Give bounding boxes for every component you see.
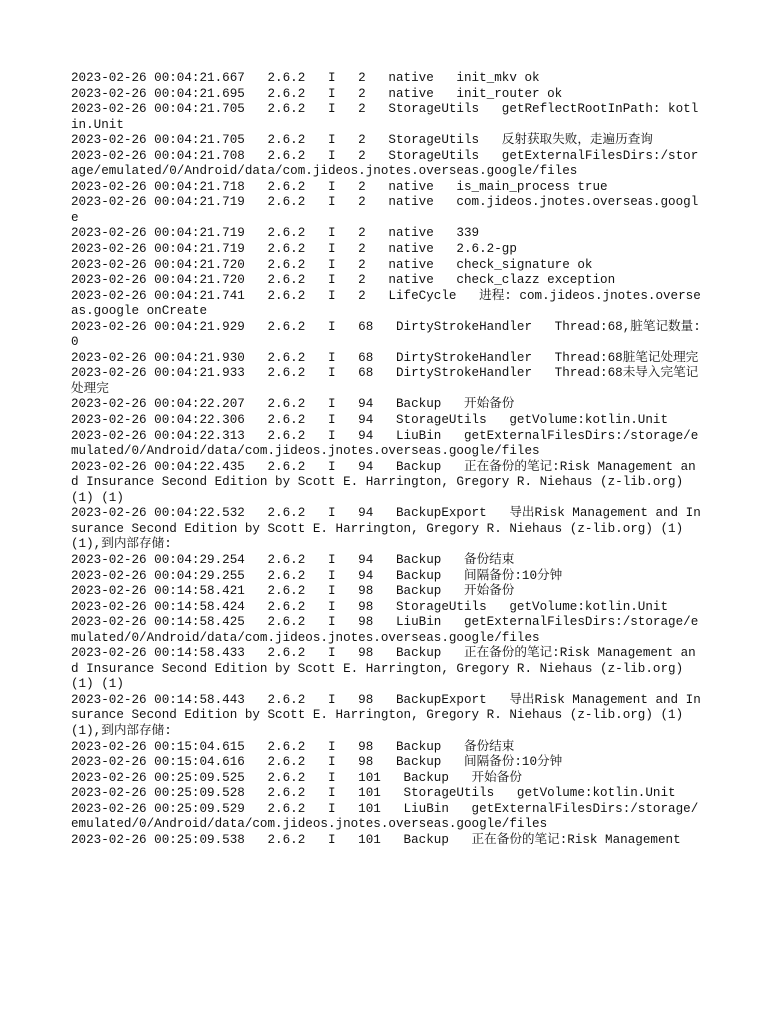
log-entry: 2023-02-26 00:25:09.529 2.6.2 I 101 LiuBin getExternalFilesDirs:/storage/emulated/0/Android/data/com.jideos.jnotes.overseas.google/files xyxy=(71,801,699,832)
log-entry: 2023-02-26 00:14:58.424 2.6.2 I 98 StorageUtils getVolume:kotlin.Unit xyxy=(71,599,669,614)
log-entry: 2023-02-26 00:04:21.718 2.6.2 I 2 native is_main_process true xyxy=(71,179,608,194)
log-entry: 2023-02-26 00:04:21.695 2.6.2 I 2 native init_router ok xyxy=(71,86,563,101)
log-entry: 2023-02-26 00:04:21.708 2.6.2 I 2 StorageUtils getExternalFilesDirs:/storage/emulated/0/Android/data/com.jideos.jnotes.overseas.google/files xyxy=(71,148,699,179)
log-entry: 2023-02-26 00:04:29.254 2.6.2 I 94 Backup 备份结束 xyxy=(71,552,515,567)
log-entry: 2023-02-26 00:14:58.421 2.6.2 I 98 Backup 开始备份 xyxy=(71,584,515,599)
log-entry: 2023-02-26 00:04:21.719 2.6.2 I 2 native 2.6.2-gp xyxy=(71,242,517,257)
log-document xyxy=(71,71,709,848)
log-entry: 2023-02-26 00:04:21.933 2.6.2 I 68 DirtyStrokeHandler Thread:68未导入完笔记处理完 xyxy=(71,366,699,396)
log-entry: 2023-02-26 00:04:21.929 2.6.2 I 68 DirtyStrokeHandler Thread:68,脏笔记数量: 0 xyxy=(71,319,709,350)
log-entry: 2023-02-26 00:04:22.207 2.6.2 I 94 Backup 开始备份 xyxy=(71,397,515,412)
log-entry: 2023-02-26 00:25:09.525 2.6.2 I 101 Backup 开始备份 xyxy=(71,770,522,785)
log-entry: 2023-02-26 00:04:22.313 2.6.2 I 94 LiuBin getExternalFilesDirs:/storage/emulated/0/Android/data/com.jideos.jnotes.overseas.google/files xyxy=(71,428,699,459)
log-entry: 2023-02-26 00:14:58.433 2.6.2 I 98 Backup 正在备份的笔记:Risk Management and Insurance Second Edition by Scott E. Harrington, Gregory R. Niehaus (z-lib.org) (1) (1) xyxy=(71,646,696,692)
log-entry: 2023-02-26 00:25:09.538 2.6.2 I 101 Backup 正在备份的笔记:Risk Management xyxy=(71,832,681,847)
log-entry: 2023-02-26 00:04:21.741 2.6.2 I 2 LifeCycle 进程: com.jideos.jnotes.overseas.google onCreate xyxy=(71,288,701,319)
log-entry: 2023-02-26 00:04:21.705 2.6.2 I 2 StorageUtils getReflectRootInPath: kotlin.Unit xyxy=(71,102,699,132)
log-entry: 2023-02-26 00:04:21.719 2.6.2 I 2 native 339 xyxy=(71,226,480,241)
log-entry: 2023-02-26 00:25:09.528 2.6.2 I 101 StorageUtils getVolume:kotlin.Unit xyxy=(71,786,676,801)
log-entry: 2023-02-26 00:04:21.667 2.6.2 I 2 native init_mkv ok xyxy=(71,71,540,85)
log-entry: 2023-02-26 00:15:04.616 2.6.2 I 98 Backup 间隔备份:10分钟 xyxy=(71,755,563,770)
log-entry: 2023-02-26 00:04:21.705 2.6.2 I 2 StorageUtils 反射获取失败，走遍历查询 xyxy=(71,133,653,148)
log-entry: 2023-02-26 00:04:21.720 2.6.2 I 2 native check_signature ok xyxy=(71,257,593,272)
log-entry: 2023-02-26 00:04:21.719 2.6.2 I 2 native com.jideos.jnotes.overseas.google xyxy=(71,195,699,225)
log-entry: 2023-02-26 00:04:22.435 2.6.2 I 94 Backup 正在备份的笔记:Risk Management and Insurance Second Edition by Scott E. Harrington, Gregory R. Niehaus (z-lib.org) (1) (1) xyxy=(71,459,696,505)
log-entry: 2023-02-26 00:04:21.930 2.6.2 I 68 DirtyStrokeHandler Thread:68脏笔记处理完 xyxy=(71,350,699,365)
log-entry: 2023-02-26 00:14:58.443 2.6.2 I 98 BackupExport 导出Risk Management and Insurance Second Edition by Scott E. Harrington, Gregory R. Niehaus (z-lib.org) (1) (1),到内部存储: xyxy=(71,692,701,738)
log-entry: 2023-02-26 00:04:29.255 2.6.2 I 94 Backup 间隔备份:10分钟 xyxy=(71,568,563,583)
log-entry: 2023-02-26 00:14:58.425 2.6.2 I 98 LiuBin getExternalFilesDirs:/storage/emulated/0/Android/data/com.jideos.jnotes.overseas.google/files xyxy=(71,615,699,645)
log-entry: 2023-02-26 00:04:21.720 2.6.2 I 2 native check_clazz exception xyxy=(71,273,616,288)
log-entry: 2023-02-26 00:04:22.306 2.6.2 I 94 StorageUtils getVolume:kotlin.Unit xyxy=(71,413,669,428)
log-entry: 2023-02-26 00:15:04.615 2.6.2 I 98 Backup 备份结束 xyxy=(71,739,515,754)
log-entry: 2023-02-26 00:04:22.532 2.6.2 I 94 BackupExport 导出Risk Management and Insurance Second Edition by Scott E. Harrington, Gregory R. Niehaus (z-lib.org) (1) (1),到内部存储: xyxy=(71,506,701,552)
